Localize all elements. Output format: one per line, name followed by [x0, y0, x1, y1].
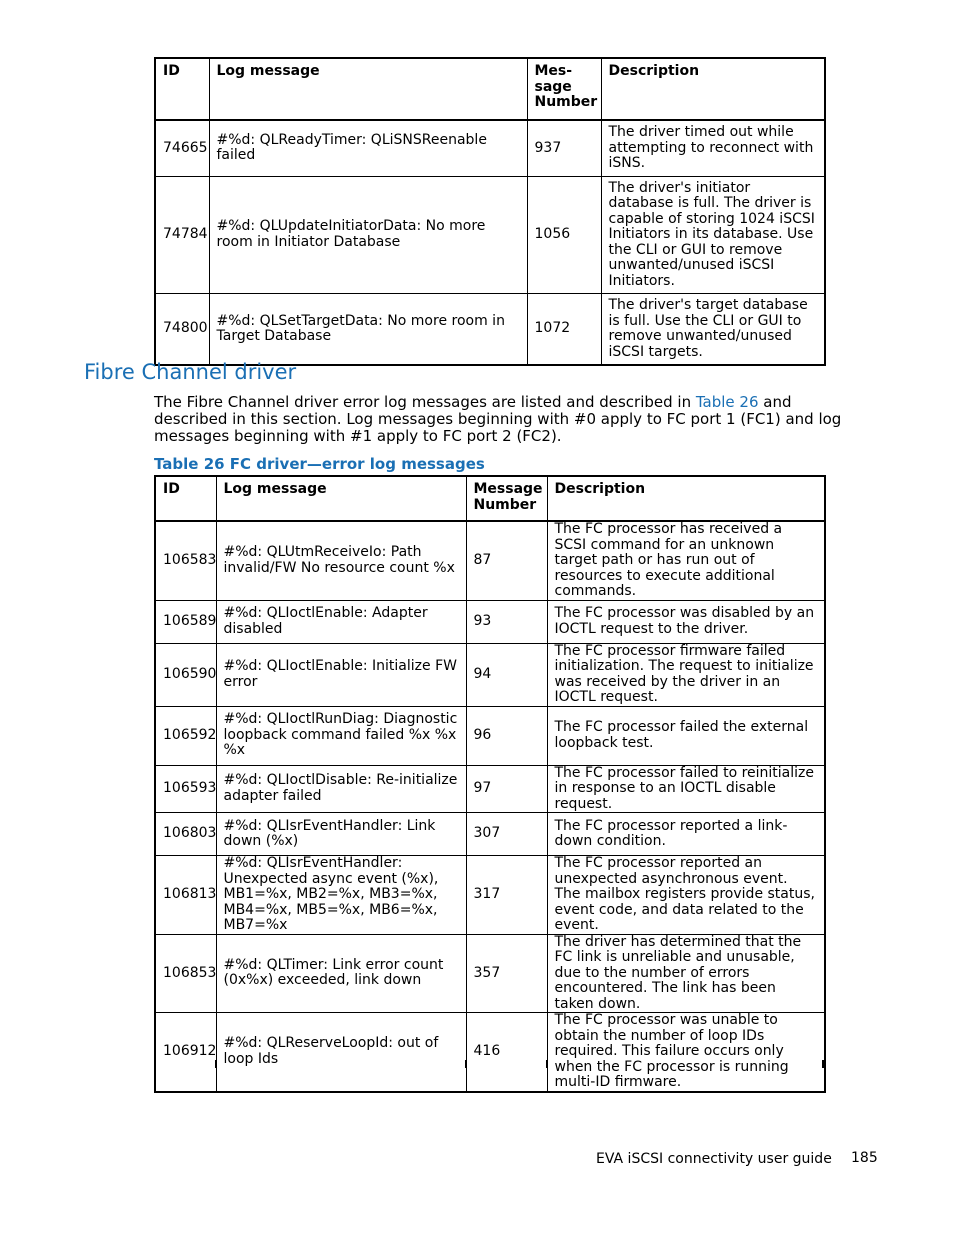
- cell-description: The FC processor failed the external loopback test.: [547, 706, 825, 765]
- cell-message-number: 307: [466, 813, 547, 856]
- table-continuation-rule: [465, 1060, 466, 1068]
- cell-message-number: 416: [466, 1013, 547, 1092]
- col-header-log-message: Log message: [209, 58, 527, 120]
- table-row: [155, 1013, 825, 1092]
- cell-id: 106803: [155, 813, 216, 856]
- table-row: [155, 813, 825, 856]
- table-row: [155, 294, 825, 366]
- col-header-id: ID: [155, 58, 209, 120]
- cell-message-number: 1056: [527, 176, 601, 294]
- col-header-id: ID: [155, 476, 216, 521]
- cell-description: The driver's initiator database is full. The driver is capable of storing 1024 iSCSI Initiators in its database. Use the CLI or GUI to remove unwanted/unused iSCSI Initiators.: [601, 176, 825, 294]
- col-header-description: Description: [547, 476, 825, 521]
- cell-message-number: 93: [466, 600, 547, 643]
- cell-description: The FC processor firmware failed initialization. The request to initialize was received by the driver in an IOCTL request.: [547, 643, 825, 706]
- table-continuation-rule: [546, 1060, 547, 1068]
- table-continuation-rule: [822, 1060, 824, 1068]
- cell-description: The FC processor reported a link-down condition.: [547, 813, 825, 856]
- cell-log-message: #%d: QLTimer: Link error count (0x%x) exceeded, link down: [216, 934, 466, 1013]
- cell-log-message: #%d: QLIoctlDisable: Re-initialize adapter failed: [216, 765, 466, 813]
- cell-description: The driver has determined that the FC link is unreliable and unusable, due to the number of errors encountered. The link has been taken down.: [547, 934, 825, 1013]
- cell-id: 106590: [155, 643, 216, 706]
- intro-text-start: The Fibre Channel driver error log messages are listed and described in: [154, 393, 696, 411]
- cell-description: The driver's target database is full. Use the CLI or GUI to remove unwanted/unused iSCSI targets.: [601, 294, 825, 366]
- table-row: [155, 521, 825, 600]
- cell-description: The FC processor reported an unexpected asynchronous event. The mailbox registers provide status, event code, and data related to the event.: [547, 856, 825, 935]
- footer-document-title: EVA iSCSI connectivity user guide: [596, 1151, 832, 1167]
- cell-id: 74665: [155, 120, 209, 176]
- table-continuation-rule: [154, 1060, 156, 1068]
- cell-id: 106593: [155, 765, 216, 813]
- table-row: [155, 643, 825, 706]
- cell-message-number: 317: [466, 856, 547, 935]
- cell-description: The FC processor was unable to obtain the number of loop IDs required. This failure occurs only when the FC processor is running multi-ID firmware.: [547, 1013, 825, 1092]
- cell-id: 106589: [155, 600, 216, 643]
- table-26-link[interactable]: Table 26: [695, 393, 759, 411]
- table-header-row: [155, 58, 825, 120]
- table-row: [155, 934, 825, 1013]
- cell-log-message: #%d: QLReadyTimer: QLiSNSReenable failed: [209, 120, 527, 176]
- table-row: [155, 600, 825, 643]
- table-caption: Table 26 FC driver—error log messages: [154, 455, 485, 473]
- cell-id: 106853: [155, 934, 216, 1013]
- cell-message-number: 357: [466, 934, 547, 1013]
- cell-log-message: #%d: QLIoctlEnable: Adapter disabled: [216, 600, 466, 643]
- table-continuation-rule: [215, 1060, 216, 1068]
- col-header-message-number-text: Message Number: [473, 481, 543, 513]
- table-row: [155, 706, 825, 765]
- col-header-message-number-text: Mes- sage Number: [534, 63, 598, 110]
- cell-description: The driver timed out while attempting to reconnect with iSNS.: [601, 120, 825, 176]
- table-row: [155, 176, 825, 294]
- cell-log-message: #%d: QLUtmReceiveIo: Path invalid/FW No resource count %x: [216, 521, 466, 600]
- cell-log-message: #%d: QLIoctlRunDiag: Diagnostic loopback command failed %x %x %x: [216, 706, 466, 765]
- cell-log-message: #%d: QLIsrEventHandler: Unexpected async event (%x), MB1=%x, MB2=%x, MB3=%x, MB4=%x, MB5=%x, MB6=%x, MB7=%x: [216, 856, 466, 935]
- col-header-description: Description: [601, 58, 825, 120]
- table-row: [155, 856, 825, 935]
- cell-id: 74784: [155, 176, 209, 294]
- cell-message-number: 87: [466, 521, 547, 600]
- table-header-row: [155, 476, 825, 521]
- col-header-message-number: [527, 58, 601, 120]
- cell-message-number: 94: [466, 643, 547, 706]
- cell-message-number: 1072: [527, 294, 601, 366]
- cell-id: 106592: [155, 706, 216, 765]
- cell-description: The FC processor has received a SCSI command for an unknown target path or has run out of resources to execute additional commands.: [547, 521, 825, 600]
- cell-description: The FC processor was disabled by an IOCTL request to the driver.: [547, 600, 825, 643]
- cell-log-message: #%d: QLUpdateInitiatorData: No more room in Initiator Database: [209, 176, 527, 294]
- col-header-message-number: [466, 476, 547, 521]
- fc-driver-error-log-table: [154, 475, 826, 1093]
- cell-id: 106583: [155, 521, 216, 600]
- table-row: [155, 120, 825, 176]
- cell-message-number: 97: [466, 765, 547, 813]
- intro-text-end: and described in this section. Log messages beginning with #0 apply to FC port 1 (FC1) and log messages beginning with #1 apply to FC port 2 (FC2).: [154, 393, 842, 445]
- cell-message-number: 96: [466, 706, 547, 765]
- section-intro-paragraph: [154, 394, 854, 445]
- cell-message-number: 937: [527, 120, 601, 176]
- cell-log-message: #%d: QLIsrEventHandler: Link down (%x): [216, 813, 466, 856]
- cell-id: 106813: [155, 856, 216, 935]
- table-row: [155, 765, 825, 813]
- cell-log-message: #%d: QLIoctlEnable: Initialize FW error: [216, 643, 466, 706]
- page-number: 185: [851, 1150, 878, 1166]
- log-message-table-continued: [154, 57, 826, 366]
- section-heading: Fibre Channel driver: [84, 360, 297, 384]
- col-header-log-message: Log message: [216, 476, 466, 521]
- cell-id: 106912: [155, 1013, 216, 1092]
- cell-log-message: #%d: QLSetTargetData: No more room in Target Database: [209, 294, 527, 366]
- cell-description: The FC processor failed to reinitialize in response to an IOCTL disable request.: [547, 765, 825, 813]
- cell-log-message: #%d: QLReserveLoopId: out of loop Ids: [216, 1013, 466, 1092]
- cell-id: 74800: [155, 294, 209, 366]
